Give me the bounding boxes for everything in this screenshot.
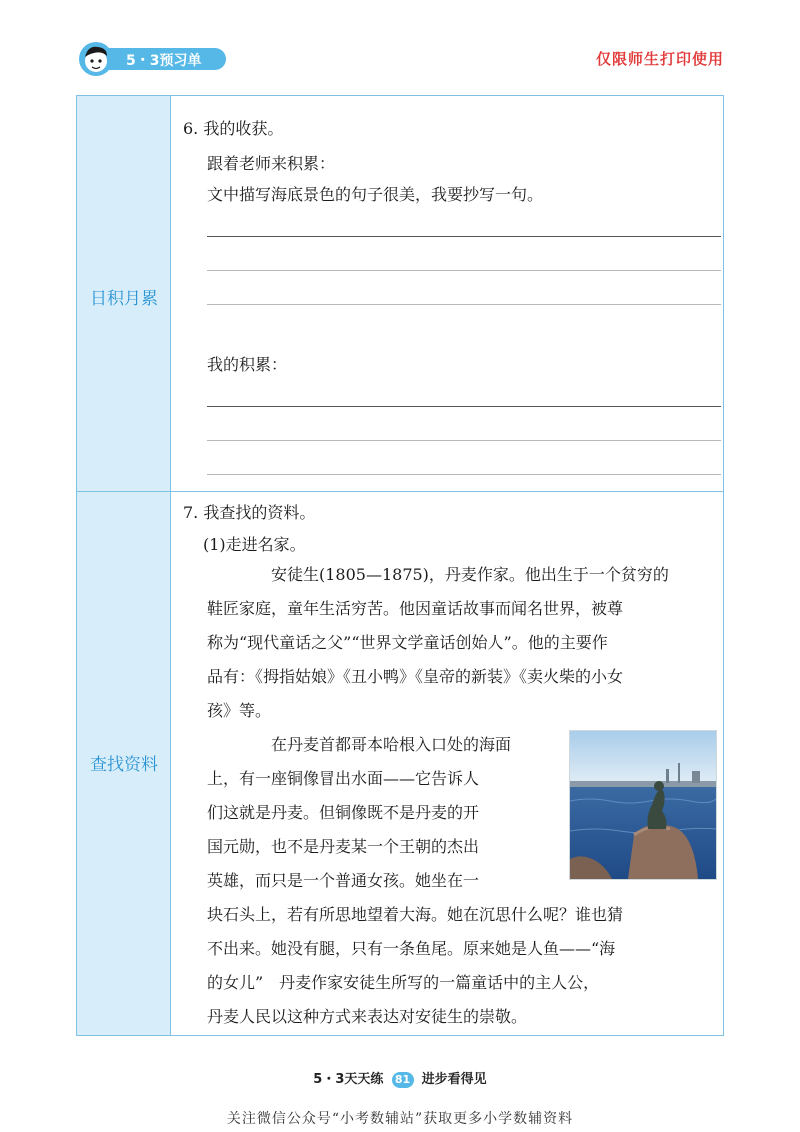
footer-series: 5・3天天练 (313, 1072, 384, 1087)
section-label: 日积月累 (90, 289, 158, 309)
paragraph-line: 块石头上，若有所思地望着大海。她在沉思什么呢？谁也猜 (207, 905, 624, 924)
paragraph-line: 丹麦人民以这种方式来表达对安徒生的崇敬。 (207, 1007, 528, 1026)
promo-banner: 关注微信公众号“小考数辅站”获取更多小学数辅资料 (226, 1111, 574, 1127)
series-label: 5・3预习单 (126, 53, 202, 69)
paragraph-line: 上，有一座铜像冒出水面——它告诉人 (207, 769, 480, 788)
mascot-icon (78, 41, 114, 77)
writing-line[interactable] (207, 236, 721, 237)
paragraph-line: 孩》等。 (207, 701, 272, 720)
little-mermaid-photo (569, 730, 717, 880)
print-restriction-notice: 仅限师生打印使用 (595, 50, 724, 68)
page-number: 81 (392, 1072, 414, 1088)
paragraph-line: 在丹麦首都哥本哈根入口处的海面 (271, 735, 512, 754)
subheading-my-accumulation: 我的积累： (207, 355, 288, 374)
paragraph-line: 鞋匠家庭，童年生活穷苦。他因童话故事而闻名世界，被尊 (207, 599, 624, 618)
section-research (77, 492, 723, 1035)
section-content (171, 96, 723, 491)
paragraph-line: 们这就是丹麦。但铜像既不是丹麦的开 (207, 803, 480, 822)
section-label: 查找资料 (90, 755, 158, 775)
writing-line[interactable] (207, 440, 721, 441)
paragraph-line: 品有：《拇指姑娘》《丑小鸭》《皇帝的新装》《卖火柴的小女 (207, 667, 624, 686)
paragraph-line: 安徒生(1805—1875)，丹麦作家。他出生于一个贫穷的 (271, 565, 669, 584)
paragraph-line: 国元勋，也不是丹麦某一个王朝的杰出 (207, 837, 480, 856)
writing-line[interactable] (207, 474, 721, 475)
writing-line[interactable] (207, 270, 721, 271)
little-mermaid-image (570, 731, 716, 879)
mermaid-statue-text (207, 728, 623, 1034)
section-content (171, 492, 723, 1035)
section-label-cell (77, 492, 171, 1035)
writing-line[interactable] (207, 304, 721, 305)
subheading-teacher: 跟着老师来积累： (207, 154, 336, 173)
worksheet-table (76, 95, 724, 1036)
paragraph-line: 称为“现代童话之父”“世界文学童话创始人”。他的主要作 (207, 633, 608, 652)
section-accumulation (77, 96, 723, 492)
footer-slogan: 进步看得见 (421, 1072, 487, 1087)
paragraph-line: 的女儿” 丹麦作家安徒生所写的一篇童话中的主人公， (207, 973, 600, 992)
paragraph-line: 英雄，而只是一个普通女孩。她坐在一 (207, 871, 480, 890)
paragraph-line: 不出来。她没有腿，只有一条鱼尾。原来她是人鱼——“海 (207, 939, 616, 958)
question-title: 6. 我的收获。 (183, 119, 284, 138)
question-title: 7. 我查找的资料。 (183, 503, 316, 522)
section-label-cell (77, 96, 171, 491)
writing-line[interactable] (207, 406, 721, 407)
author-biography (207, 558, 669, 728)
subheading-author: (1)走进名家。 (203, 535, 306, 554)
page-footer (0, 1068, 800, 1088)
writing-prompt: 文中描写海底景色的句子很美，我要抄写一句。 (207, 185, 544, 204)
